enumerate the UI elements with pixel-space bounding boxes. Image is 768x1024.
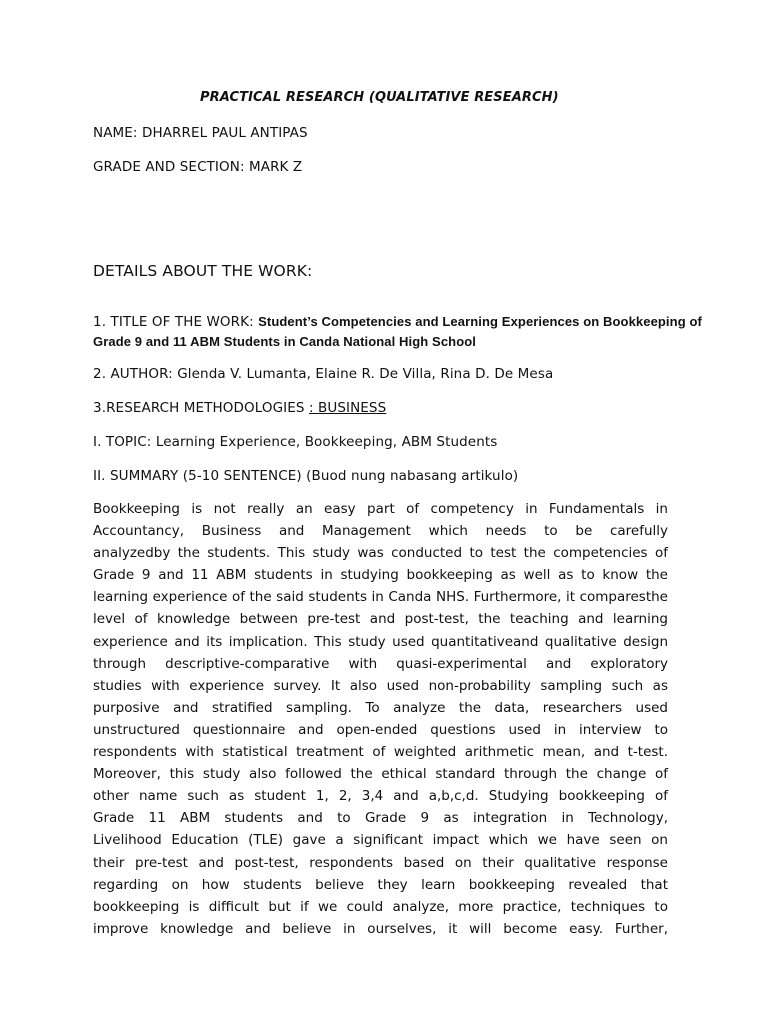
summary-line: unstructured questionnaire and open-ended questions used in interview to	[93, 721, 668, 738]
details-heading: DETAILS ABOUT THE WORK:	[93, 262, 313, 280]
summary-line: purposive and stratified sampling. To analyze the data, researchers used	[93, 699, 668, 716]
summary-line: their pre-test and post-test, respondents based on their qualitative response	[93, 854, 668, 871]
summary-line: level of knowledge between pre-test and post-test, the teaching and learning	[93, 611, 668, 628]
summary-line: through descriptive-comparative with quasi-experimental and exploratory	[93, 655, 668, 672]
methodologies-label: 3.RESEARCH METHODOLOGIES	[93, 400, 309, 416]
summary-line: bookkeeping is difficult but if we could analyze, more practice, techniques to	[93, 898, 668, 915]
summary-line: Moreover, this study also followed the ethical standard through the change of	[93, 766, 668, 783]
item-title-label: 1. TITLE OF THE WORK:	[93, 314, 259, 330]
summary-line: other name such as student 1, 2, 3,4 and a,b,c,d. Studying bookkeeping of	[93, 788, 668, 805]
item-title-of-work	[93, 314, 702, 330]
summary-line: regarding on how students believe they learn bookkeeping revealed that	[93, 876, 668, 893]
summary-line: Grade 9 and 11 ABM students in studying bookkeeping as well as to know the	[93, 567, 668, 584]
name-line: NAME: DHARREL PAUL ANTIPAS	[93, 125, 308, 141]
summary-line: Livelihood Education (TLE) gave a significant impact which we have seen on	[93, 832, 668, 849]
methodologies-value: : BUSINESS	[308, 400, 387, 416]
summary-paragraph	[93, 498, 668, 940]
summary-line: studies with experience survey. It also used non-probability sampling such as	[93, 677, 668, 694]
work-title-part1: Student’s Competencies and Learning Experiences on Bookkeeping of	[258, 314, 702, 329]
work-title-part2: Grade 9 and 11 ABM Students in Canda National High School	[93, 334, 476, 349]
summary-line: improve knowledge and believe in ourselves, it will become easy. Further,	[93, 920, 668, 937]
item-research-methodologies	[93, 400, 386, 416]
summary-line: experience and its implication. This study used quantitativeand qualitative design	[93, 633, 668, 650]
document-title: PRACTICAL RESEARCH (QUALITATIVE RESEARCH)	[200, 90, 559, 105]
summary-line: analyzedby the students. This study was conducted to test the competencies of	[93, 545, 668, 562]
summary-line: Accountancy, Business and Management which needs to be carefully	[93, 523, 668, 540]
grade-section-line: GRADE AND SECTION: MARK Z	[93, 159, 303, 175]
item-author: 2. AUTHOR: Glenda V. Lumanta, Elaine R. De Villa, Rina D. De Mesa	[93, 366, 554, 382]
summary-line: Bookkeeping is not really an easy part of competency in Fundamentals in	[93, 501, 668, 517]
summary-line: Grade 11 ABM students and to Grade 9 as integration in Technology,	[93, 810, 668, 827]
summary-line: learning experience of the said students in Canda NHS. Furthermore, it comparesthe	[93, 589, 668, 606]
topic-line: I. TOPIC: Learning Experience, Bookkeeping, ABM Students	[93, 434, 498, 450]
summary-heading: II. SUMMARY (5-10 SENTENCE) (Buod nung nabasang artikulo)	[93, 468, 519, 484]
summary-line: respondents with statistical treatment of weighted arithmetic mean, and t-test.	[93, 744, 668, 761]
